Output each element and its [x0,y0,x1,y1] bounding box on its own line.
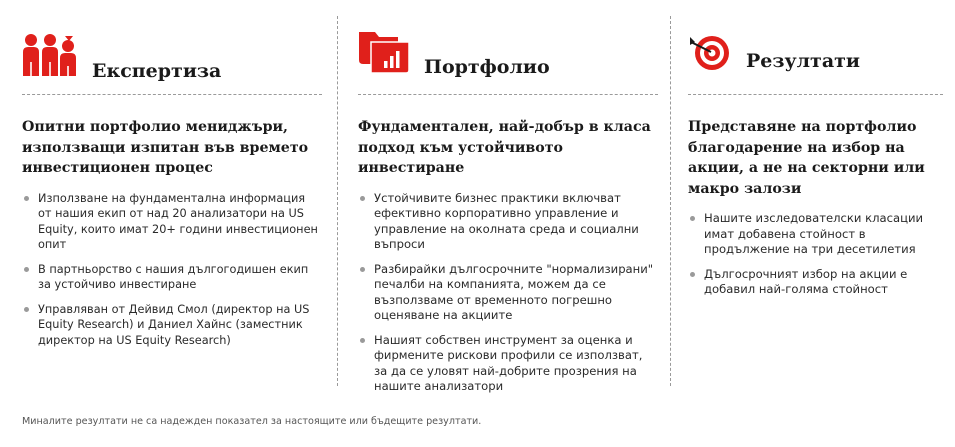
list-item: Използване на фундаментална информация от нашия екип от над 20 анализатори на US Equity, които имат 20+ години инвестиционен опит [22,191,322,253]
list-item: Дългосрочният избор на акции е добавил най-голяма стойност [688,267,943,298]
results-column [688,28,943,307]
column-header [358,28,658,95]
column-divider [670,16,671,386]
column-title: Експертиза [92,60,222,82]
column-title: Портфолио [424,56,550,78]
list-item: Нашите изследователски класации имат добавена стойност в продължение на три десетилетия [688,211,943,258]
expertise-column [22,28,322,357]
bullet-list [358,191,658,395]
people-group-icon [22,32,78,78]
column-title: Резултати [746,50,861,72]
column-header [22,28,322,95]
column-subtitle [22,117,322,179]
column-subtitle: Фундаментален, най-добър в класа подход към устойчивото инвестиране [358,119,651,176]
bullet-list [688,211,943,298]
list-item: В партньорство с нашия дългогодишен екип за устойчиво инвестиране [22,262,322,293]
target-arrow-icon [688,34,732,72]
bullet-list [22,191,322,349]
list-item: Управляван от Дейвид Смол (директор на US Equity Research) и Даниел Хайнс (заместник директор на US Equity Research) [22,302,322,349]
list-item: Нашият собствен инструмент за оценка и фирмените рискови профили се използват, за да се уловят най-добрите прозрения на нашите анализатори [358,333,658,395]
portfolio-column [358,28,658,404]
list-item: Разбирайки дългосрочните "нормализирани" печалби на компанията, можем да се възползваме от временното погрешно оценяване на акциите [358,262,658,324]
portfolio-folder-chart-icon [358,30,410,74]
column-divider [337,16,338,386]
column-header [688,28,943,95]
disclaimer-text: Миналите резултати не са надежден показател за настоящите или бъдещите резултати. [22,416,482,427]
subtitle-text: Опитни портфолио мениджъри, използващи изпитан във времето инвестиционен процес [22,119,309,176]
list-item: Устойчивите бизнес практики включват ефективно корпоративно управление и управление на околната среда и социални въпроси [358,191,658,253]
column-subtitle: Представяне на портфолио благодарение на избор на акции, а не на секторни или макро залози [688,119,925,197]
